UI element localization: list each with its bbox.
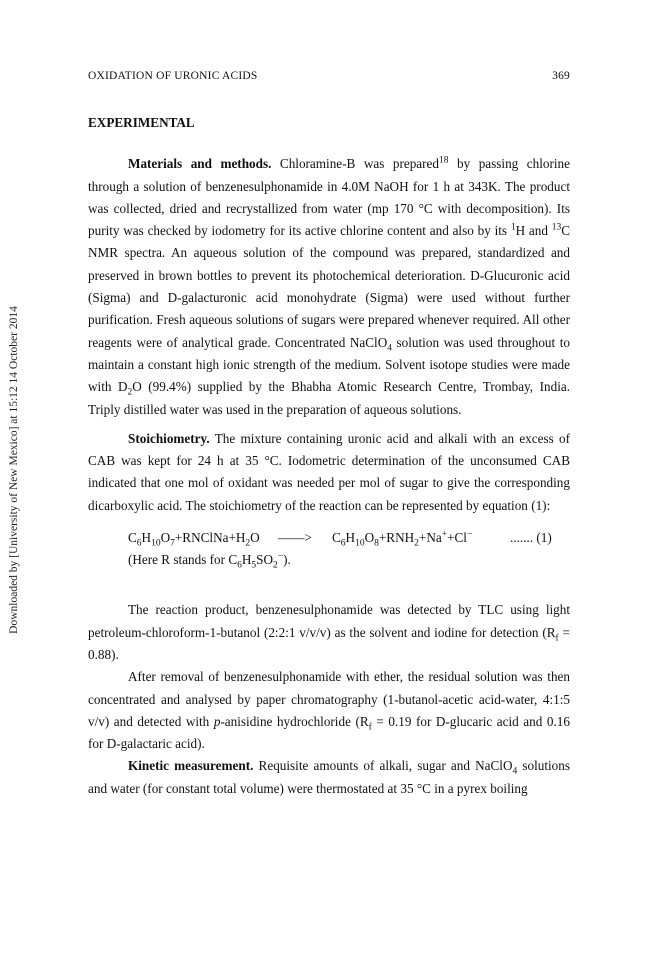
text-run: H and <box>515 223 552 239</box>
subscript: 4 <box>512 767 518 778</box>
text-run: The mixture containing uronic acid and alkali with an excess of CAB was kept for 24 h at 35 °C. Iodometric determination of the unconsumed CAB indicated that one mol of oxidant was needed per mol of sugar to give the corresponding dicarboxylic acid. The stoichiometry of the reaction can be represented by equation (1): <box>88 430 570 513</box>
reaction-product-paragraph <box>88 599 570 666</box>
small-caps-d: D <box>435 713 446 729</box>
equation-number: ....... (1) <box>510 530 552 546</box>
running-title: OXIDATION OF URONIC ACIDS <box>88 70 258 82</box>
text-run: -anisidine hydrochloride (R <box>220 713 369 729</box>
eq-text: +RNClNa+H <box>174 530 246 546</box>
eq-charge: + <box>441 529 448 540</box>
text-run: by passing chlorine through a solution of benzenesulphonamide in 4.0M NaOH for 1 h at 343K. The product was collected, dried and recrystallized from water (mp 170 °C with decomposition). Its purity was checked by iodometry for its active chlorine content and also by its <box>88 156 570 239</box>
text-run: = 0.88). <box>88 624 570 662</box>
eq-subscript: 10 <box>151 538 161 549</box>
eq-subscript: 10 <box>355 538 365 549</box>
subscript: 2 <box>127 387 133 398</box>
eq-charge: − <box>277 551 284 562</box>
eq-text: +Na <box>418 530 442 546</box>
small-caps-d: D <box>470 267 480 283</box>
eq-subscript: 6 <box>136 538 142 549</box>
text-run: solutions and water (for constant total volume) were thermostated at 35 °C in a pyrex boiling <box>88 758 570 796</box>
eq-subscript: 6 <box>340 538 346 549</box>
text-run: The reaction product, benzenesulphonamide was detected by TLC using light petroleum-chloroform-1-butanol (2:2:1 v/v/v) as the solvent and iodine for detection (R <box>88 602 570 640</box>
small-caps-d: D <box>167 290 178 306</box>
text-run: After removal of benzenesulphonamide with ether, the residual solution was then concentrated and analysed by paper chromatography (1-butanol-acetic acid-water, 4:1:5 v/v) and detected with <box>88 669 570 729</box>
eq-subscript: 6 <box>237 560 242 571</box>
small-caps-d: D <box>106 736 117 752</box>
isotope-superscript: 13 <box>551 222 562 233</box>
eq-atom: H <box>241 552 252 568</box>
download-watermark-text: Downloaded by [University of New Mexico] at 15:12 14 October 2014 <box>8 306 20 634</box>
paper-chromatography-paragraph <box>88 666 570 755</box>
equation-rhs <box>332 527 472 549</box>
subscript: 4 <box>387 343 392 354</box>
eq-atom: O <box>160 530 171 546</box>
page-body <box>88 112 570 800</box>
eq-text: (Here R stands for C <box>128 552 238 568</box>
eq-text: ). <box>283 552 291 568</box>
text-run: -galactaric acid). <box>116 736 205 752</box>
kinetic-paragraph <box>88 755 570 800</box>
text-run: -glucaric acid and 0.16 for <box>88 713 570 752</box>
italic-p: p <box>213 713 221 729</box>
equation-1 <box>128 527 570 549</box>
eq-subscript: 5 <box>251 560 257 571</box>
eq-atom: C <box>128 530 137 546</box>
eq-subscript: 8 <box>374 538 379 549</box>
page-number: 369 <box>552 70 570 82</box>
text-run: C NMR spectra. An aqueous solution of the compound was prepared, standardized and preserved in brown bottles to prevent its photochemical deterioration. <box>88 223 570 283</box>
reaction-arrow: ——> <box>278 530 312 546</box>
eq-atom: O <box>364 530 375 546</box>
reference-18: 18 <box>439 155 449 166</box>
equation-lhs <box>128 527 260 549</box>
eq-atom: H <box>345 530 356 546</box>
eq-subscript: 2 <box>414 538 419 549</box>
download-watermark <box>6 200 22 740</box>
eq-atom: O <box>250 530 260 546</box>
stoichiometry-heading: Stoichiometry. <box>128 430 210 446</box>
stoichiometry-paragraph <box>88 428 570 517</box>
eq-text: SO <box>256 552 274 568</box>
eq-subscript: 7 <box>170 538 175 549</box>
eq-subscript: 2 <box>273 560 278 571</box>
subscript: f <box>368 722 372 733</box>
eq-charge: − <box>466 529 473 540</box>
text-run: -galacturonic acid monohydrate (Sigma) were used without further purification. Fresh aqueous solutions of sugars were prepared whenever required. All other reagents were of analytical grade. Concentrated NaClO <box>88 290 570 350</box>
eq-text: +RNH <box>378 530 415 546</box>
text-run: solution was used throughout to maintain a constant high ionic strength of the medium. Solvent isotope studies were made with D <box>88 334 570 395</box>
eq-atom: H <box>141 530 152 546</box>
text-run: O (99.4%) supplied by the Bhabha Atomic Research Centre, Trombay, India. Triply distilled water was used in the preparation of aqueous solutions. <box>88 379 571 417</box>
text-run: Chloramine-B was prepared <box>271 156 439 172</box>
kinetic-heading: Kinetic measurement. <box>128 758 254 774</box>
subscript: f <box>555 633 559 644</box>
text-run: = 0.19 for <box>371 713 436 729</box>
eq-text: +Cl <box>447 530 467 546</box>
text-run: -Glucuronic acid (Sigma) and <box>88 267 570 306</box>
equation-note <box>128 549 570 571</box>
materials-paragraph <box>88 153 570 421</box>
section-heading: EXPERIMENTAL <box>88 115 195 130</box>
eq-atom: C <box>332 530 341 546</box>
eq-subscript: 2 <box>245 538 251 549</box>
text-run: Requisite amounts of alkali, sugar and NaClO <box>253 758 513 774</box>
materials-heading: Materials and methods. <box>128 156 272 172</box>
running-header <box>88 70 570 88</box>
isotope-superscript: 1 <box>510 222 516 233</box>
